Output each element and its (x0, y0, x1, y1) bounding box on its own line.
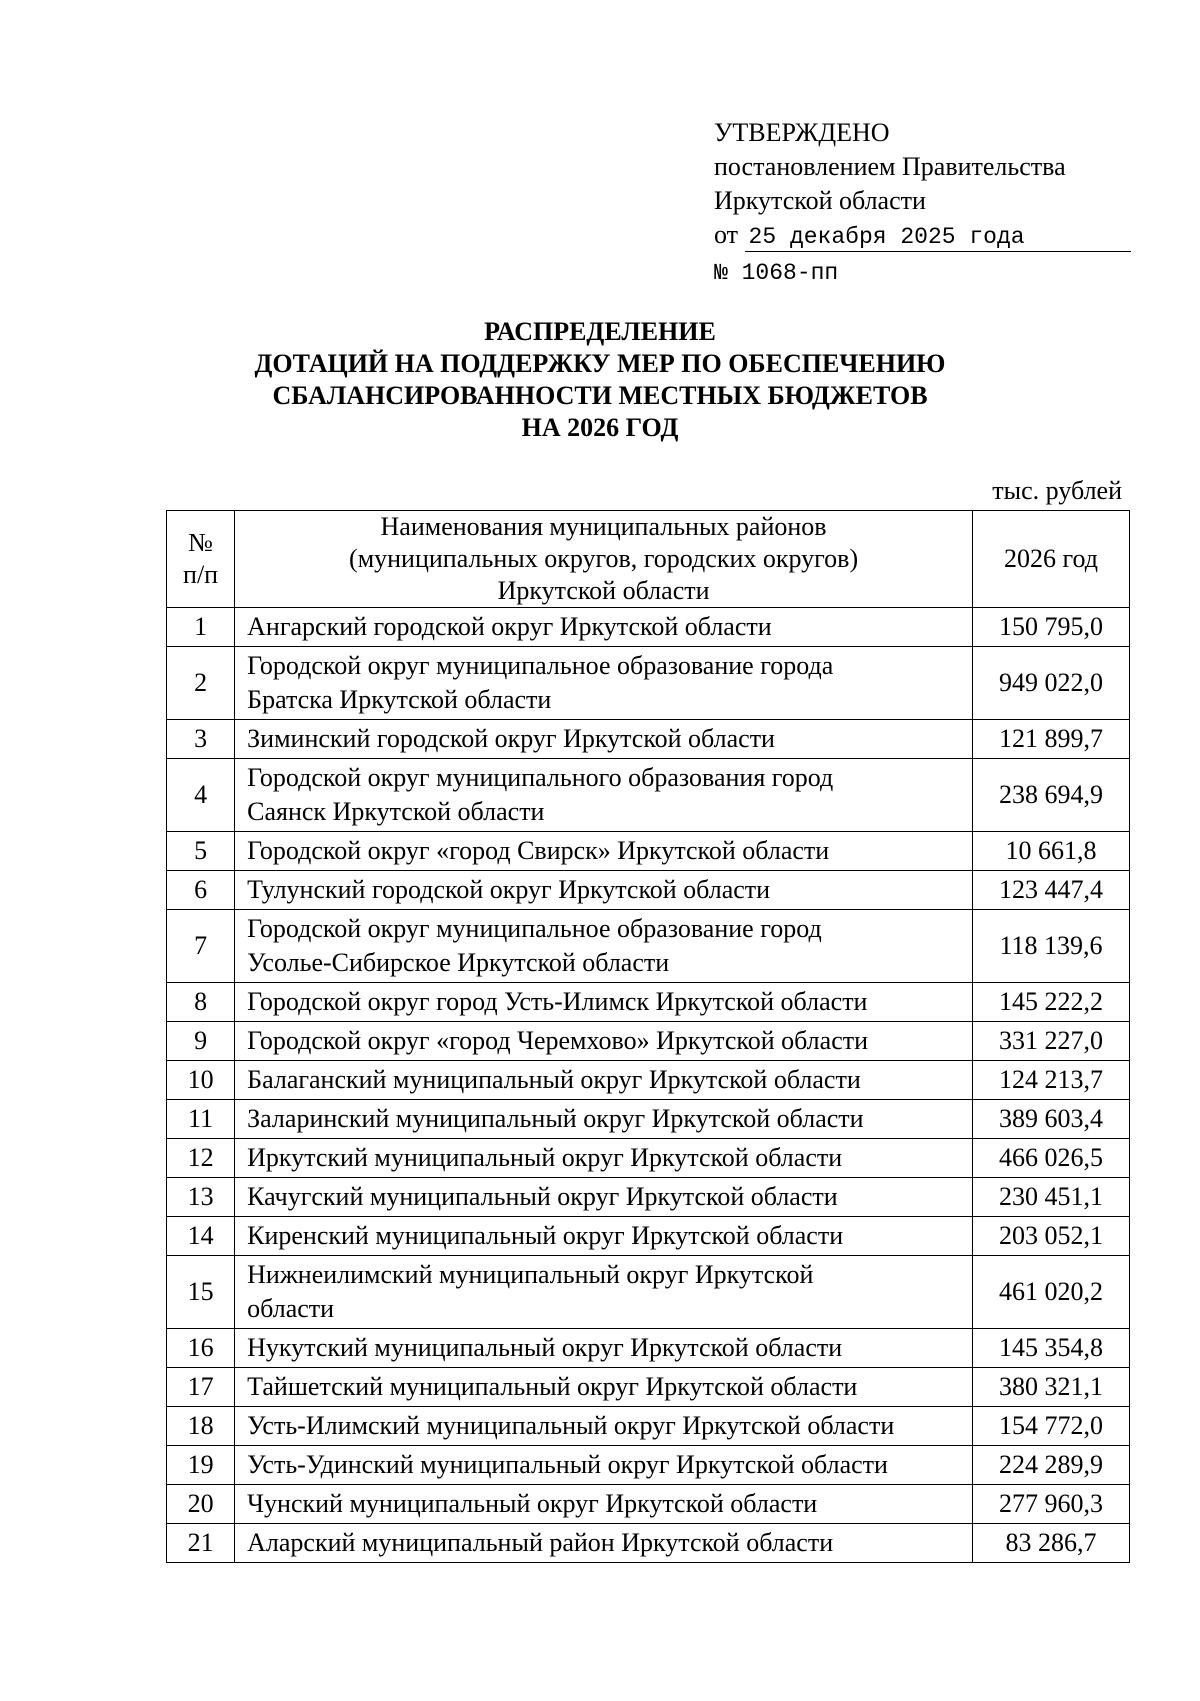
table-row (167, 1061, 1130, 1100)
approval-date: 25 декабря 2025 года (745, 223, 1131, 252)
row-name-line: Качугский муниципальный округ Иркутской области (247, 1182, 838, 1211)
table-row (167, 1178, 1130, 1217)
row-name (235, 1524, 973, 1563)
row-number: 4 (167, 759, 235, 832)
row-number: 11 (167, 1100, 235, 1139)
row-number: 2 (167, 647, 235, 720)
row-number: 9 (167, 1022, 235, 1061)
approval-date-line (714, 218, 1131, 252)
table-row (167, 1524, 1130, 1563)
row-number: 16 (167, 1329, 235, 1368)
table-row (167, 1022, 1130, 1061)
row-value: 949 022,0 (973, 647, 1130, 720)
table-row (167, 1329, 1130, 1368)
row-value: 83 286,7 (973, 1524, 1130, 1563)
header-year: 2026 год (973, 511, 1130, 608)
row-name-line: Братска Иркутской области (247, 685, 552, 714)
row-number: 13 (167, 1178, 235, 1217)
header-name-line: Наименования муниципальных районов (380, 512, 827, 541)
row-name-line: Городской округ «город Черемхово» Иркутской области (247, 1026, 869, 1055)
title-line: РАСПРЕДЕЛЕНИЕ (484, 317, 716, 346)
row-name (235, 1256, 973, 1329)
row-name-line: Городской округ муниципальное образование город (247, 914, 822, 943)
row-number: 17 (167, 1368, 235, 1407)
row-value: 380 321,1 (973, 1368, 1130, 1407)
table-row (167, 1217, 1130, 1256)
title-line: НА 2026 ГОД (521, 413, 679, 442)
row-name-line: Саянск Иркутской области (247, 797, 545, 826)
row-value: 121 899,7 (973, 720, 1130, 759)
row-number: 10 (167, 1061, 235, 1100)
row-name (235, 1217, 973, 1256)
row-value: 10 661,8 (973, 832, 1130, 871)
row-name-line: Балаганский муниципальный округ Иркутской области (247, 1065, 861, 1094)
row-name (235, 1178, 973, 1217)
row-name-line: Ангарский городской округ Иркутской области (247, 612, 772, 641)
row-number: 7 (167, 910, 235, 983)
row-number: 12 (167, 1139, 235, 1178)
approval-number: № 1068-пп (714, 260, 839, 286)
row-name-line: Городской округ «город Свирск» Иркутской области (247, 836, 830, 865)
row-name (235, 1022, 973, 1061)
table-row (167, 647, 1130, 720)
row-value: 124 213,7 (973, 1061, 1130, 1100)
row-name (235, 1100, 973, 1139)
table-row (167, 1139, 1130, 1178)
table-row (167, 1485, 1130, 1524)
row-name-line: Киренский муниципальный округ Иркутской области (247, 1221, 844, 1250)
approval-date-prefix: от (714, 220, 739, 249)
row-number: 3 (167, 720, 235, 759)
header-number-line: п/п (183, 560, 219, 589)
row-name (235, 720, 973, 759)
approval-heading: УТВЕРЖДЕНО (714, 118, 890, 147)
header-number (167, 511, 235, 608)
approval-authority: постановлением Правительства (714, 152, 1066, 181)
approval-region: Иркутской области (714, 186, 926, 215)
table-row (167, 720, 1130, 759)
row-value: 154 772,0 (973, 1407, 1130, 1446)
table-row (167, 1407, 1130, 1446)
row-value: 145 354,8 (973, 1329, 1130, 1368)
row-name-line: Нукутский муниципальный округ Иркутской области (247, 1333, 843, 1362)
row-name-line: Тайшетский муниципальный округ Иркутской области (247, 1372, 858, 1401)
row-name-line: Иркутский муниципальный округ Иркутской области (247, 1143, 843, 1172)
row-name (235, 910, 973, 983)
row-value: 389 603,4 (973, 1100, 1130, 1139)
table-row (167, 759, 1130, 832)
row-number: 15 (167, 1256, 235, 1329)
row-value: 123 447,4 (973, 871, 1130, 910)
header-number-line: № (188, 528, 213, 557)
row-name (235, 832, 973, 871)
row-name (235, 871, 973, 910)
row-value: 203 052,1 (973, 1217, 1130, 1256)
table-row (167, 1368, 1130, 1407)
row-name-line: Заларинский муниципальный округ Иркутской области (247, 1104, 864, 1133)
row-value: 150 795,0 (973, 608, 1130, 647)
distribution-table (166, 510, 1130, 1563)
row-value: 224 289,9 (973, 1446, 1130, 1485)
table-row (167, 910, 1130, 983)
row-name-line: Нижнеилимский муниципальный округ Иркутской (247, 1260, 814, 1289)
row-value: 466 026,5 (973, 1139, 1130, 1178)
table-row (167, 608, 1130, 647)
table-row (167, 871, 1130, 910)
row-number: 8 (167, 983, 235, 1022)
row-name (235, 1407, 973, 1446)
row-name (235, 759, 973, 832)
row-name-line: Усолье-Сибирское Иркутской области (247, 948, 670, 977)
row-name (235, 1061, 973, 1100)
row-name-line: Чунский муниципальный округ Иркутской области (247, 1489, 818, 1518)
row-number: 1 (167, 608, 235, 647)
row-name (235, 647, 973, 720)
row-number: 19 (167, 1446, 235, 1485)
table-row (167, 983, 1130, 1022)
row-value: 277 960,3 (973, 1485, 1130, 1524)
units-label: тыс. рублей (992, 476, 1122, 505)
row-number: 21 (167, 1524, 235, 1563)
row-value: 238 694,9 (973, 759, 1130, 832)
table-row (167, 1256, 1130, 1329)
row-number: 5 (167, 832, 235, 871)
row-number: 20 (167, 1485, 235, 1524)
title-line: СБАЛАНСИРОВАННОСТИ МЕСТНЫХ БЮДЖЕТОВ (272, 381, 928, 410)
row-number: 14 (167, 1217, 235, 1256)
row-name-line: Городской округ муниципального образования город (247, 763, 834, 792)
row-name-line: Усть-Удинский муниципальный округ Иркутской области (247, 1450, 888, 1479)
row-name (235, 608, 973, 647)
table-row (167, 1446, 1130, 1485)
row-name-line: Усть-Илимский муниципальный округ Иркутской области (247, 1411, 895, 1440)
row-value: 230 451,1 (973, 1178, 1130, 1217)
row-name-line: Городской округ муниципальное образование города (247, 651, 834, 680)
row-value: 461 020,2 (973, 1256, 1130, 1329)
row-name (235, 1329, 973, 1368)
row-value: 145 222,2 (973, 983, 1130, 1022)
row-name (235, 1139, 973, 1178)
header-name (235, 511, 973, 608)
row-name-line: Зиминский городской округ Иркутской области (247, 724, 775, 753)
table-body (167, 608, 1130, 1563)
row-name-line: Тулунский городской округ Иркутской области (247, 875, 771, 904)
row-name (235, 1368, 973, 1407)
row-value: 118 139,6 (973, 910, 1130, 983)
row-name-line: Аларский муниципальный район Иркутской области (247, 1528, 834, 1557)
table-row (167, 1100, 1130, 1139)
document-title (0, 316, 1200, 444)
header-name-line: Иркутской области (497, 576, 710, 605)
row-value: 331 227,0 (973, 1022, 1130, 1061)
row-name (235, 983, 973, 1022)
row-name-line: Городской округ город Усть-Илимск Иркутской области (247, 987, 868, 1016)
table-header-row (167, 511, 1130, 608)
header-name-line: (муниципальных округов, городских округов) (349, 544, 859, 573)
row-name (235, 1485, 973, 1524)
title-line: ДОТАЦИЙ НА ПОДДЕРЖКУ МЕР ПО ОБЕСПЕЧЕНИЮ (254, 349, 946, 378)
row-name-line: области (247, 1294, 335, 1323)
table-row (167, 832, 1130, 871)
row-number: 18 (167, 1407, 235, 1446)
row-name (235, 1446, 973, 1485)
row-number: 6 (167, 871, 235, 910)
approval-stamp (714, 116, 1131, 290)
